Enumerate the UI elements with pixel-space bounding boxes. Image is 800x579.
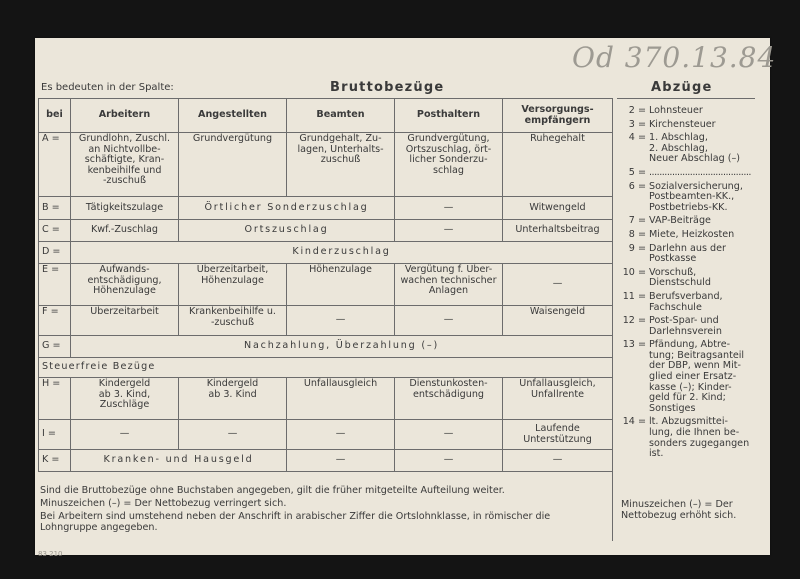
- col-header-arbeitern: Arbeitern: [71, 99, 179, 133]
- row-key: F =: [39, 306, 71, 336]
- header-legend-intro: Es bedeuten in der Spalte:: [41, 82, 174, 93]
- abzug-item: 5 = ........................................: [628, 166, 751, 178]
- cell-arbeitern: Tätigkeitszulage: [71, 197, 179, 220]
- abzuege-note: Minuszeichen (–) = Der Nettobezug erhöht sich.: [621, 499, 737, 521]
- table-row-f: [39, 306, 613, 336]
- col-header-angestellten: Angestellten: [179, 99, 287, 133]
- cell-posthaltern: Grundvergütung, Ortszuschlag, ört- licher Sonderzu- schlag: [395, 133, 503, 197]
- cell-beamten: —: [287, 306, 395, 336]
- table-row-c: [39, 220, 613, 242]
- cell-beamten: Höhenzulage: [287, 264, 395, 306]
- cell-angestellten: Überzeitarbeit, Höhenzulage: [179, 264, 287, 306]
- cell-posthaltern: —: [395, 420, 503, 450]
- cell-posthaltern: Dienstunkosten- entschädigung: [395, 378, 503, 420]
- table-row-b: [39, 197, 613, 220]
- cell-versorgung: Waisengeld: [503, 306, 613, 336]
- row-key: H =: [39, 378, 71, 420]
- cell-beamten: —: [287, 450, 395, 472]
- table-row-e: [39, 264, 613, 306]
- header-abzuege: Abzüge: [651, 80, 713, 95]
- abzug-item: 7 = VAP-Beiträge: [628, 215, 711, 227]
- col-header-beamten: Beamten: [287, 99, 395, 133]
- cell-arbeitern: Kindergeld ab 3. Kind, Zuschläge: [71, 378, 179, 420]
- abzug-item: 10 = Vorschuß, Dienstschuld: [622, 266, 711, 289]
- abzuege-rule: [617, 98, 755, 99]
- cell-span: Nachzahlung, Überzahlung (–): [71, 336, 613, 358]
- col-header-posthaltern: Posthaltern: [395, 99, 503, 133]
- row-key: C =: [39, 220, 71, 242]
- cell-versorgung: Unfallausgleich, Unfallrente: [503, 378, 613, 420]
- cell-posthaltern: Vergütung f. Über- wachen technischer Anlagen: [395, 264, 503, 306]
- table-row-a: [39, 133, 613, 197]
- form-code: 83 210: [38, 550, 63, 558]
- cell-beamten: Unfallausgleich: [287, 378, 395, 420]
- cell-angestellten: Krankenbeihilfe u. -zuschuß: [179, 306, 287, 336]
- section-steuerfreie-bezuege: Steuerfreie Bezüge: [39, 358, 613, 378]
- column-divider: [612, 98, 613, 541]
- abzug-item: 8 = Miete, Heizkosten: [628, 228, 735, 240]
- cell-span: Kranken- und Hausgeld: [71, 450, 287, 472]
- cell-versorgung: —: [503, 264, 613, 306]
- row-key: D =: [39, 242, 71, 264]
- abzug-item: 12 = Post-Spar- und Darlehnsverein: [622, 315, 722, 337]
- cell-versorgung: Witwengeld: [503, 197, 613, 220]
- cell-versorgung: Laufende Unterstützung: [503, 420, 613, 450]
- cell-arbeitern: Überzeitarbeit: [71, 306, 179, 336]
- cell-span: Örtlicher Sonderzuschlag: [179, 197, 395, 220]
- table-section-row: [39, 358, 613, 378]
- row-key: G =: [39, 336, 71, 358]
- abzuege-list: [621, 106, 761, 463]
- footnote: Sind die Bruttobezüge ohne Buchstaben angegeben, gilt die früher mitgeteilte Aufteilung weiter.: [40, 485, 505, 496]
- brutto-table: [38, 98, 613, 472]
- abzug-item: 4 = 1. Abschlag, 2. Abschlag, Neuer Abschlag (–): [628, 132, 741, 165]
- row-key: A =: [39, 133, 71, 197]
- header-bruttobezuege: Bruttobezüge: [330, 80, 445, 95]
- row-key: E =: [39, 264, 71, 306]
- table-row-g: [39, 336, 613, 358]
- cell-span: Kinderzuschlag: [71, 242, 613, 264]
- cell-posthaltern: —: [395, 450, 503, 472]
- cell-arbeitern: Grundlohn, Zuschl. an Nichtvollbe- schäftigte, Kran- kenbeihilfe und -zuschuß: [71, 133, 179, 197]
- table-row-i: [39, 420, 613, 450]
- cell-span: Ortszuschlag: [179, 220, 395, 242]
- footnotes: [40, 485, 610, 535]
- table-header-row: [39, 99, 613, 133]
- cell-versorgung: Ruhegehalt: [503, 133, 613, 197]
- handwritten-reference: Od 370.13.84: [572, 41, 777, 74]
- row-key: K =: [39, 450, 71, 472]
- cell-posthaltern: —: [395, 220, 503, 242]
- cell-arbeitern: —: [71, 420, 179, 450]
- footnote: Minuszeichen (–) = Der Nettobezug verringert sich.: [40, 497, 287, 509]
- abzug-item: 2 = Lohnsteuer: [628, 105, 703, 116]
- abzug-item: 13 = Pfändung, Abtre- tung; Beitragsanteil der DBP, wenn Mit- glied einer Ersatz- kasse (–); Kinder- geld für 2. Kind; Sonstiges: [622, 339, 745, 414]
- cell-angestellten: Kindergeld ab 3. Kind: [179, 378, 287, 420]
- cell-angestellten: Grundvergütung: [179, 133, 287, 197]
- table-row-k: [39, 450, 613, 472]
- cell-versorgung: Unterhaltsbeitrag: [503, 220, 613, 242]
- cell-beamten: Grundgehalt, Zu- lagen, Unterhalts- zuschuß: [287, 133, 395, 197]
- abzug-item: 3 = Kirchensteuer: [628, 118, 716, 130]
- cell-arbeitern: Kwf.-Zuschlag: [71, 220, 179, 242]
- cell-posthaltern: —: [395, 197, 503, 220]
- abzug-item: 11 = Berufsverband, Fachschule: [622, 290, 723, 313]
- row-key: I =: [39, 420, 71, 450]
- row-key: B =: [39, 197, 71, 220]
- cell-posthaltern: —: [395, 306, 503, 336]
- abzug-item: 14 = lt. Abzugsmittei- lung, die Ihnen be- sonders zugegangen ist.: [622, 416, 750, 460]
- col-header-versorgung: Versorgungs- empfängern: [503, 99, 613, 133]
- footnote: Bei Arbeitern sind umstehend neben der Anschrift in arabischer Ziffer die Ortslohnklasse, in römischer die Lohngruppe angegeben.: [40, 510, 551, 534]
- abzug-item: 6 = Sozialversicherung, Postbeamten-KK., Postbetriebs-KK.: [628, 180, 743, 213]
- cell-versorgung: —: [503, 450, 613, 472]
- col-header-bei: bei: [39, 99, 71, 133]
- cell-beamten: —: [287, 420, 395, 450]
- abzug-item: 9 = Darlehn aus der Postkasse: [628, 242, 726, 265]
- cell-angestellten: —: [179, 420, 287, 450]
- table-row-d: [39, 242, 613, 264]
- table-row-h: [39, 378, 613, 420]
- cell-arbeitern: Aufwands- entschädigung, Höhenzulage: [71, 264, 179, 306]
